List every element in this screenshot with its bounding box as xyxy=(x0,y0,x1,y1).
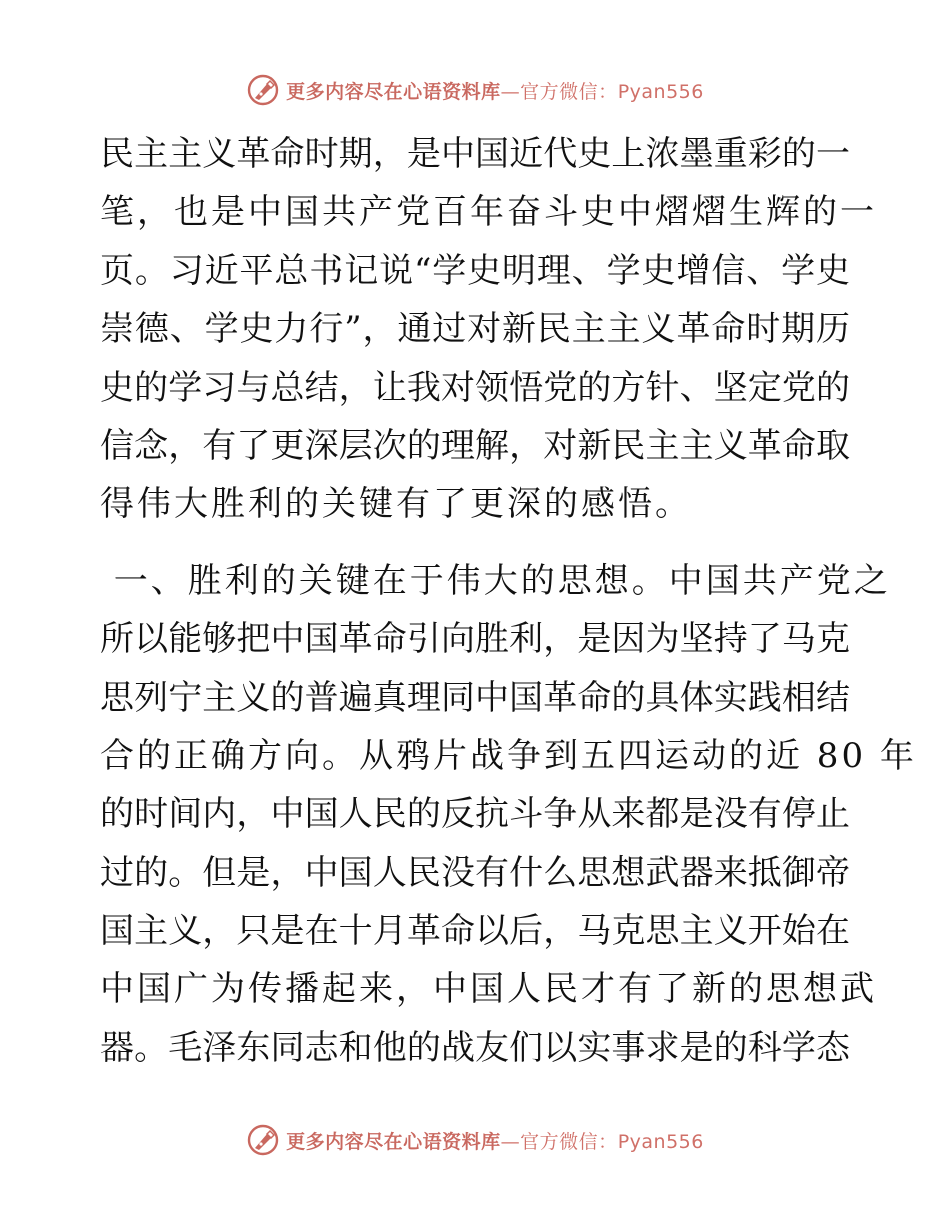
paragraph-line: 笔，也是中国共产党百年奋斗史中熠熠生辉的一 xyxy=(100,192,877,233)
paragraph-line: 思列宁主义的普遍真理同中国革命的具体实践相结 xyxy=(100,677,850,718)
paragraph-gap xyxy=(100,534,850,552)
footer-banner-main: 更多内容尽在心语资料库 xyxy=(286,1130,501,1153)
paragraph-line: 一、胜利的关键在于伟大的思想。中国共产党之 xyxy=(100,560,891,601)
header-banner-wechat-label: 官方微信： xyxy=(520,80,618,103)
paragraph-line: 合的正确方向。从鸦片战争到五四运动的近 80 年 xyxy=(100,735,917,776)
paragraph-line: 中国广为传播起来，中国人民才有了新的思想武 xyxy=(100,969,877,1010)
footer-banner-wechat-id: Pyan556 xyxy=(617,1130,704,1153)
header-banner-dash: — xyxy=(500,80,521,103)
document-body xyxy=(100,125,917,1077)
paragraph-line: 器。毛泽东同志和他的战友们以实事求是的科学态 xyxy=(100,1027,850,1068)
footer-banner-inner xyxy=(246,1123,704,1157)
footer-banner-wechat-label: 官方微信： xyxy=(520,1130,618,1153)
pen-nib-logo-icon xyxy=(246,73,280,107)
header-banner-wechat-id: Pyan556 xyxy=(617,80,704,103)
paragraph-section-one xyxy=(100,552,917,1078)
footer-banner xyxy=(0,1120,950,1160)
paragraph-line: 得伟大胜利的关键有了更深的感悟。 xyxy=(100,484,692,525)
pen-nib-logo-icon xyxy=(246,1123,280,1157)
footer-banner-dash: — xyxy=(500,1130,521,1153)
footer-banner-text xyxy=(286,1127,704,1154)
paragraph-line: 页。习近平总书记说“学史明理、学史增信、学史 xyxy=(100,250,850,291)
paragraph-line: 国主义，只是在十月革命以后，马克思主义开始在 xyxy=(100,911,850,952)
header-banner-main: 更多内容尽在心语资料库 xyxy=(286,80,501,103)
paragraph-intro xyxy=(100,125,877,534)
paragraph-line: 过的。但是，中国人民没有什么思想武器来抵御帝 xyxy=(100,852,850,893)
paragraph-line: 信念，有了更深层次的理解，对新民主主义革命取 xyxy=(100,425,850,466)
paragraph-line: 的时间内，中国人民的反抗斗争从来都是没有停止 xyxy=(100,794,850,835)
header-banner-inner xyxy=(246,73,704,107)
paragraph-line: 史的学习与总结，让我对领悟党的方针、坚定党的 xyxy=(100,367,850,408)
paragraph-line: 民主主义革命时期，是中国近代史上浓墨重彩的一 xyxy=(100,134,850,174)
header-banner-text xyxy=(286,77,704,104)
paragraph-line: 崇德、学史力行”，通过对新民主主义革命时期历 xyxy=(100,309,850,350)
header-banner xyxy=(0,70,950,110)
paragraph-line: 所以能够把中国革命引向胜利，是因为坚持了马克 xyxy=(100,619,850,660)
